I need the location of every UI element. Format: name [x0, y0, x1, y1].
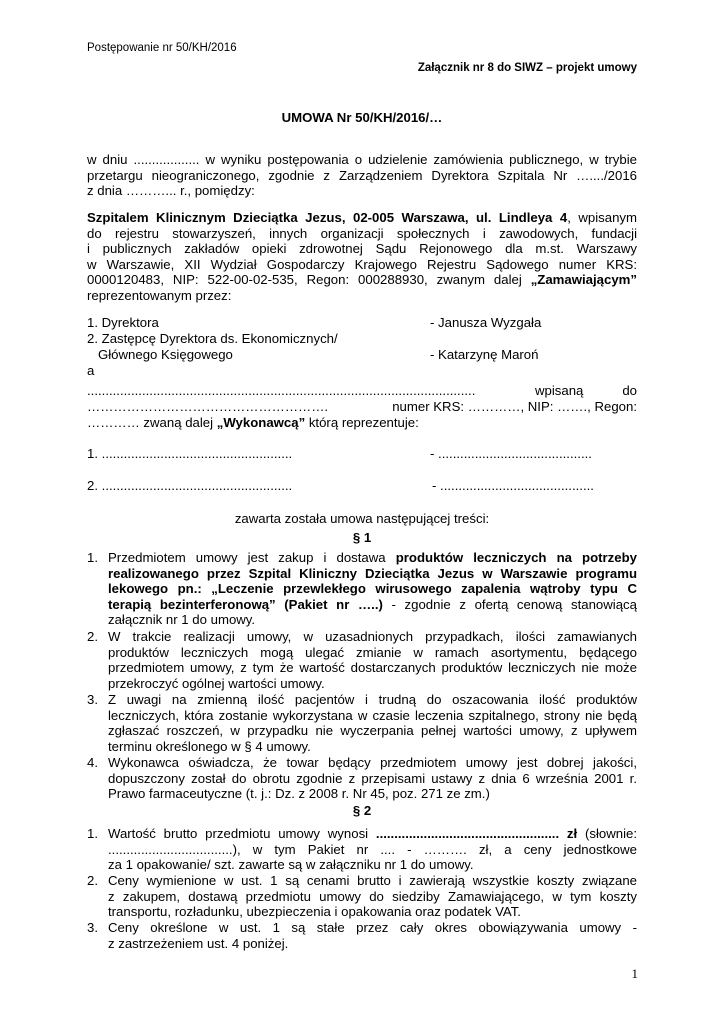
hospital-line-5-a: 0000120483, NIP: 522-00-02-535, Regon: 000288930, zwanym dalej — [87, 272, 531, 288]
s1p3-line-4: terminu określonego w § 4 umowy. — [108, 738, 311, 754]
contractor-paragraph — [87, 383, 637, 431]
s1p1-line-3: lekowego pn.: „Leczenie przewlekłego wirusowego zapalenia wątroby typu C — [108, 581, 637, 597]
section-1-point-1 — [87, 550, 637, 630]
page-number: 1 — [631, 966, 638, 981]
signer-role-field: - .......................................... — [432, 478, 594, 493]
representative-row — [87, 347, 637, 363]
section-2-point-2 — [87, 873, 637, 921]
zamawiajacy-label: „Zamawiającym” — [530, 272, 637, 288]
s1p1-line-1 — [108, 550, 637, 566]
signer-name-field: 2. .................................................... — [87, 478, 293, 493]
s2p2-line-1: Ceny wymienione w ust. 1 są cenami brutto i zawierają wszystkie koszty związane — [108, 873, 637, 888]
section-1-point-3 — [87, 692, 637, 756]
s1p2-line-3: przedmiotem umowy, z tym że wartość dostarczanych produktów leczniczych nie może — [108, 660, 637, 676]
hospital-line-1 — [87, 210, 637, 226]
s1p1-line-1-b: produktów leczniczych na potrzeby — [395, 550, 637, 565]
contractor-to: do — [622, 383, 637, 398]
s1p4-line-3: Prawo farmaceutyczne (t. j.: Dz. z 2008 r. Nr 45, poz. 271 ze zm.) — [108, 786, 490, 802]
section-2-point-3 — [87, 920, 637, 952]
contractor-registered: wpisaną — [535, 383, 584, 398]
s2p3-line-2: z zastrzeżeniem ust. 4 poniżej. — [108, 935, 289, 951]
intro-line-2: przetargu nieograniczonego, zgodnie z Zarządzeniem Dyrektora Szpitala Nr …..../2016 — [87, 167, 637, 183]
hospital-paragraph — [87, 210, 637, 304]
intro-line-3: z dnia ………... r., pomiędzy: — [87, 183, 255, 199]
hospital-line-1-rest: , wpisanym — [567, 210, 637, 225]
representatives — [87, 315, 637, 379]
section-1-title: § 1 — [352, 530, 372, 545]
hospital-line-4: w Warszawie, XII Wydział Gospodarczy Krajowego Rejestru Sądowego numer KRS: — [87, 256, 637, 272]
contractor-line-3-a: ………… zwaną dalej — [87, 415, 217, 430]
annex-label: Załącznik nr 8 do SIWZ – projekt umowy — [417, 62, 637, 74]
signer-name-field: 1. .................................................... — [87, 446, 293, 461]
contractor-dots-2: ………………………………………………. — [87, 399, 329, 414]
s1p1-line-2: realizowanego przez Szpital Kliniczny Dzieciątka Jezus w Warszawie programu — [108, 565, 637, 581]
s2p1-line-1-a: Wartość brutto przedmiotu umowy wynosi — [108, 826, 376, 841]
contractor-line-2 — [87, 399, 637, 415]
s2p1-line-1-c: (słownie: — [577, 826, 638, 841]
section-2-point-1 — [87, 826, 637, 874]
and-conjunction: a — [87, 363, 95, 378]
hospital-line-3: i publicznych zakładów opieki zdrowotnej Sądu Rejonowego dla m.st. Warszawy — [87, 241, 637, 257]
representative-row — [87, 331, 637, 347]
s1p1-line-4 — [108, 597, 637, 613]
contractor-line-3-c: którą reprezentuje: — [305, 415, 419, 430]
hospital-name: Szpitalem Klinicznym Dzieciątka Jezus, 02-005 Warszawa, ul. Lindleya 4 — [87, 210, 568, 225]
signer-role-field: - .......................................... — [430, 446, 592, 461]
contractor-line-3 — [87, 415, 637, 431]
point-number: 1. — [87, 550, 98, 565]
representative-role: 2. Zastępcę Dyrektora ds. Ekonomicznych/ — [87, 331, 338, 346]
s1p2-line-2: produktów leczniczych mogą ulegać zmianie w ramach asortymentu, będącego — [108, 644, 637, 660]
s2p2-line-2: z zakupem, dostawą przedmiotu umowy do siedziby Zamawiającego, w tym koszty — [108, 888, 637, 904]
representative-role: 1. Dyrektora — [87, 315, 159, 330]
point-number: 3. — [87, 692, 98, 707]
point-number: 3. — [87, 920, 98, 935]
s2p2-line-3: transportu, rozładunku, ubezpieczenia i opakowania oraz podatek VAT. — [108, 904, 521, 920]
s1p1-line-1-a: Przedmiotem umowy jest zakup i dostawa — [108, 550, 396, 565]
representative-name: - Janusza Wyzgała — [430, 315, 542, 330]
s2p1-line-2: ..................................), w tym Pakiet nr .... - ………. zł, a ceny jednostkowe — [108, 841, 637, 857]
s1p2-line-4: przekroczyć ogólnej wartości umowy. — [108, 675, 325, 691]
s1p3-line-3: zgłaszać roszczeń, w przypadku nie wyczerpania pełnej wartości umowy, z upływem — [108, 723, 637, 739]
s2p1-line-1 — [108, 826, 637, 842]
representative-name: - Katarzynę Maroń — [430, 347, 539, 362]
section-1-point-2 — [87, 629, 637, 693]
contractor-ids: numer KRS: …………, NIP: ……., Regon: — [392, 399, 637, 414]
s1p4-line-1: Wykonawca oświadcza, że towar będący przedmiotem umowy jest dobrej jakości, — [108, 755, 637, 770]
contractor-dots: .......................................................................................................... — [87, 383, 476, 398]
s1p2-line-1: W trakcie realizacji umowy, w uzasadnionych przypadkach, ilości zamawianych — [108, 629, 637, 644]
representative-row — [87, 315, 637, 331]
s1p3-line-1: Z uwagi na zmienną ilość pacjentów i trudną do oszacowania ilość produktów — [108, 692, 637, 707]
s1p1-line-5: załącznik nr 1 do umowy. — [108, 612, 256, 628]
representative-role: Głównego Księgowego — [87, 347, 233, 362]
point-number: 4. — [87, 755, 98, 770]
hospital-line-2: do rejestru stowarzyszeń, innych organizacji społecznych i zawodowych, fundacji — [87, 225, 637, 241]
intro-paragraph — [87, 152, 637, 199]
section-1-point-4 — [87, 755, 637, 803]
section-2-title: § 2 — [352, 803, 372, 818]
wykonawca-label: „Wykonawcą” — [216, 415, 306, 430]
intro-line-1: w dniu .................. w wyniku postępowania o udzielenie zamówienia publicznego, w trybie — [87, 152, 637, 167]
s2p1-value-field: .................................................. zł — [375, 826, 578, 841]
signer-row — [87, 478, 637, 494]
s2p1-line-3: za 1 opakowanie/ szt. zawarte są w załączniku nr 1 do umowy. — [108, 857, 474, 873]
hospital-line-6: reprezentowanym przez: — [87, 287, 232, 303]
case-number: Postępowanie nr 50/KH/2016 — [87, 42, 237, 54]
s1p4-line-2: dopuszczony został do obrotu zgodnie z przepisami ustawy z dnia 6 września 2001 r. — [108, 770, 637, 786]
point-number: 1. — [87, 826, 98, 841]
contractor-line-1 — [87, 383, 637, 399]
point-number: 2. — [87, 873, 98, 888]
document-title: UMOWA Nr 50/KH/2016/… — [281, 110, 443, 125]
agreement-intro: zawarta została umowa następującej treści: — [234, 511, 490, 526]
s2p3-line-1: Ceny określone w ust. 1 są stałe przez cały okres obowiązywania umowy - — [108, 920, 637, 935]
point-number: 2. — [87, 629, 98, 644]
s1p1-line-4-a: terapią bezinterferonową” (Pakiet nr …..) — [108, 596, 383, 612]
signer-row — [87, 446, 637, 462]
s1p1-line-4-b: - zgodnie z ofertą cenową stanowiącą — [382, 596, 637, 612]
s1p3-line-2: leczniczych, która zostanie wykorzystana w czasie leczenia szpitalnego, strony nie będą — [108, 707, 637, 723]
hospital-line-5 — [87, 272, 637, 288]
